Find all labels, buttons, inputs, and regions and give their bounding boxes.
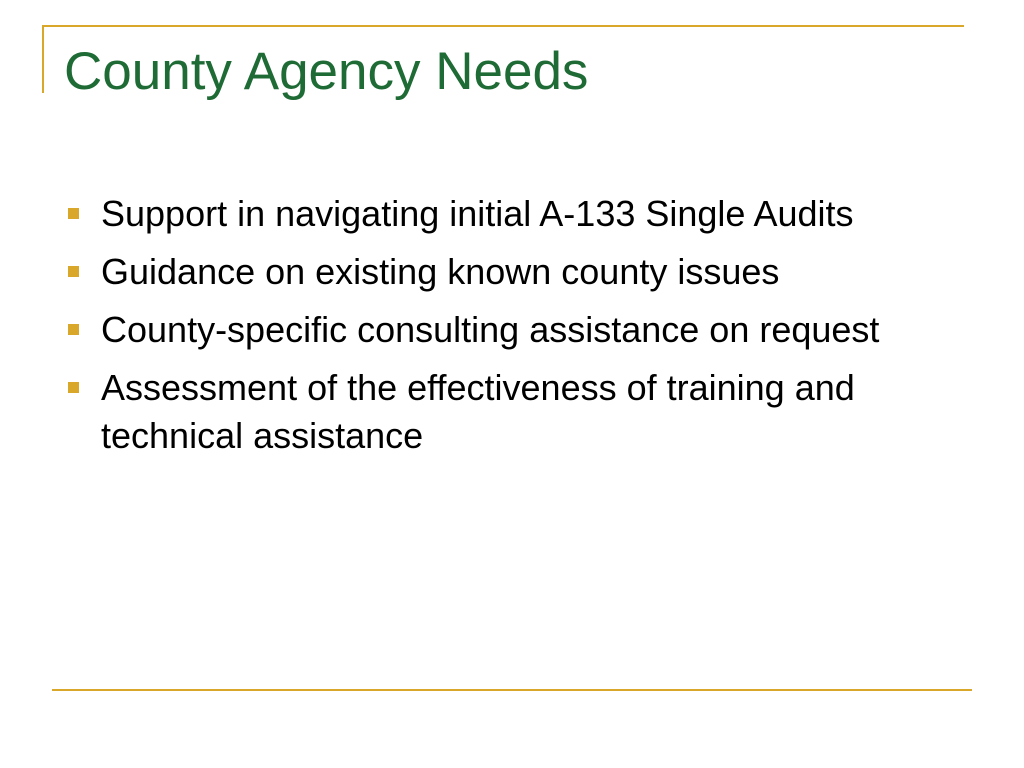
square-bullet-icon — [68, 208, 79, 219]
bullet-item — [64, 306, 944, 354]
left-rule — [42, 25, 44, 93]
bullet-item — [64, 190, 944, 238]
square-bullet-icon — [68, 324, 79, 335]
bullet-item — [64, 248, 944, 296]
bullet-text: Guidance on existing known county issues — [101, 251, 780, 292]
bullet-list — [64, 190, 944, 470]
slide-title: County Agency Needs — [64, 42, 589, 101]
bullet-text: Assessment of the effectiveness of training and technical assistance — [101, 367, 855, 456]
top-rule — [42, 25, 964, 27]
bullet-text: County-specific consulting assistance on request — [101, 309, 880, 350]
bullet-text: Support in navigating initial A-133 Single Audits — [101, 193, 854, 234]
square-bullet-icon — [68, 266, 79, 277]
bullet-item — [64, 364, 944, 460]
bottom-rule — [52, 689, 972, 691]
square-bullet-icon — [68, 382, 79, 393]
